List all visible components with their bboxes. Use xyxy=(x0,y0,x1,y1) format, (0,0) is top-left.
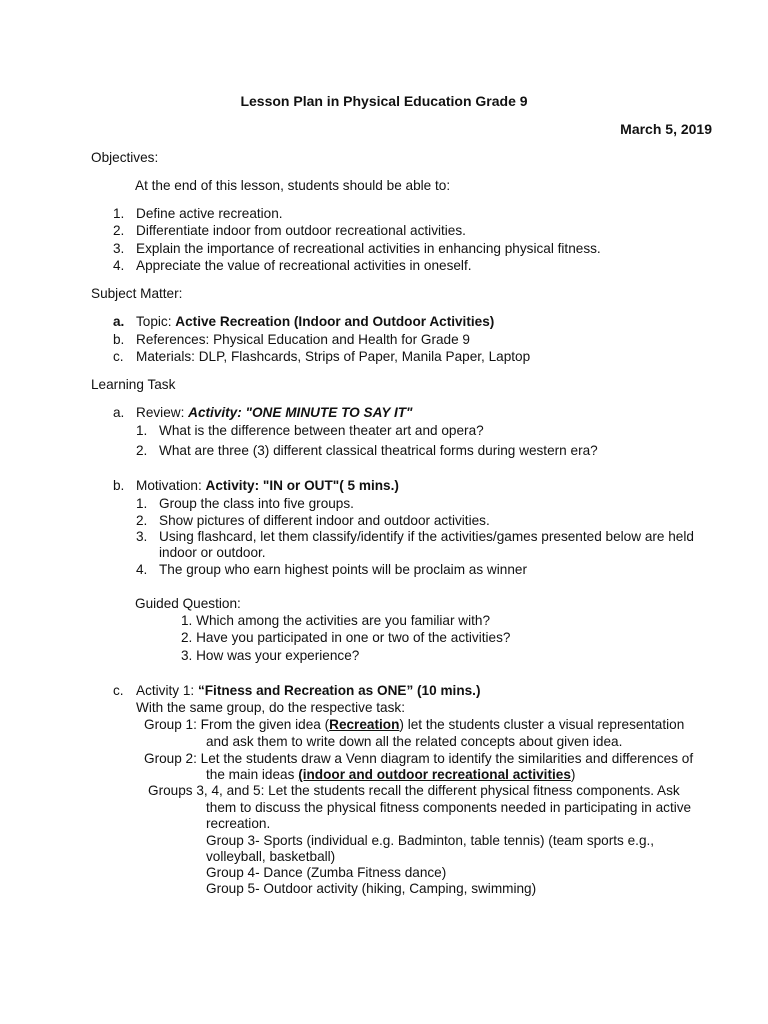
list-item: 1. Define active recreation. xyxy=(113,206,283,221)
group1-line: Group 1: From the given idea (Recreation) let the students cluster a visual representation xyxy=(144,717,685,732)
activity1-intro: With the same group, do the respective task: xyxy=(136,700,405,715)
list-item: a. Topic: Active Recreation (Indoor and Outdoor Activities) xyxy=(113,314,495,329)
objectives-heading: Objectives: xyxy=(91,150,159,165)
activity1-line: c. Activity 1: “Fitness and Recreation as ONE” (10 mins.) xyxy=(113,683,481,698)
review-line: a. Review: Activity: "ONE MINUTE TO SAY IT" xyxy=(113,405,413,420)
list-item: 3. Using flashcard, let them classify/identify if the activities/games presented below are held xyxy=(136,529,694,544)
objectives-intro: At the end of this lesson, students should be able to: xyxy=(135,178,451,193)
document-date: March 5, 2019 xyxy=(620,121,712,137)
list-item: 1. Group the class into five groups. xyxy=(136,496,354,511)
guided-question-heading: Guided Question: xyxy=(135,596,241,611)
guided-question: 2. Have you participated in one or two of the activities? xyxy=(181,630,511,645)
motivation-line: b. Motivation: Activity: "IN or OUT"( 5 mins.) xyxy=(113,478,399,493)
list-item: 4. The group who earn highest points will be proclaim as winner xyxy=(136,562,527,577)
list-item: b. References: Physical Education and Health for Grade 9 xyxy=(113,332,470,347)
subject-matter-heading: Subject Matter: xyxy=(91,286,183,301)
group4-line: Group 4- Dance (Zumba Fitness dance) xyxy=(206,865,447,880)
group2-line: Group 2: Let the students draw a Venn diagram to identify the similarities and differences of xyxy=(144,751,694,766)
group1-continuation: and ask them to write down all the related concepts about given idea. xyxy=(206,734,623,749)
list-item-continuation: indoor or outdoor. xyxy=(159,545,266,560)
learning-task-heading: Learning Task xyxy=(91,377,176,392)
group3-continuation: volleyball, basketball) xyxy=(206,849,336,864)
groups345-line: Groups 3, 4, and 5: Let the students recall the different physical fitness components. Ask xyxy=(148,783,680,798)
list-item: 1. What is the difference between theater art and opera? xyxy=(136,423,484,438)
document-title: Lesson Plan in Physical Education Grade 9 xyxy=(240,93,528,109)
list-item: 2. Show pictures of different indoor and outdoor activities. xyxy=(136,513,490,528)
list-item: 4. Appreciate the value of recreational activities in oneself. xyxy=(113,258,472,273)
list-item: 2. What are three (3) different classical theatrical forms during western era? xyxy=(136,443,598,458)
groups345-continuation: them to discuss the physical fitness components needed in participating in active xyxy=(206,800,692,815)
group5-line: Group 5- Outdoor activity (hiking, Camping, swimming) xyxy=(206,881,537,896)
list-item: 2. Differentiate indoor from outdoor recreational activities. xyxy=(113,223,466,238)
groups345-continuation: recreation. xyxy=(206,816,271,831)
group3-line: Group 3- Sports (individual e.g. Badminton, table tennis) (team sports e.g., xyxy=(206,833,655,848)
guided-question: 1. Which among the activities are you familiar with? xyxy=(181,613,491,628)
group2-continuation: the main ideas (indoor and outdoor recreational activities) xyxy=(206,767,576,782)
list-item: c. Materials: DLP, Flashcards, Strips of Paper, Manila Paper, Laptop xyxy=(113,349,531,364)
list-item: 3. Explain the importance of recreational activities in enhancing physical fitness. xyxy=(113,241,601,256)
guided-question: 3. How was your experience? xyxy=(181,648,360,663)
